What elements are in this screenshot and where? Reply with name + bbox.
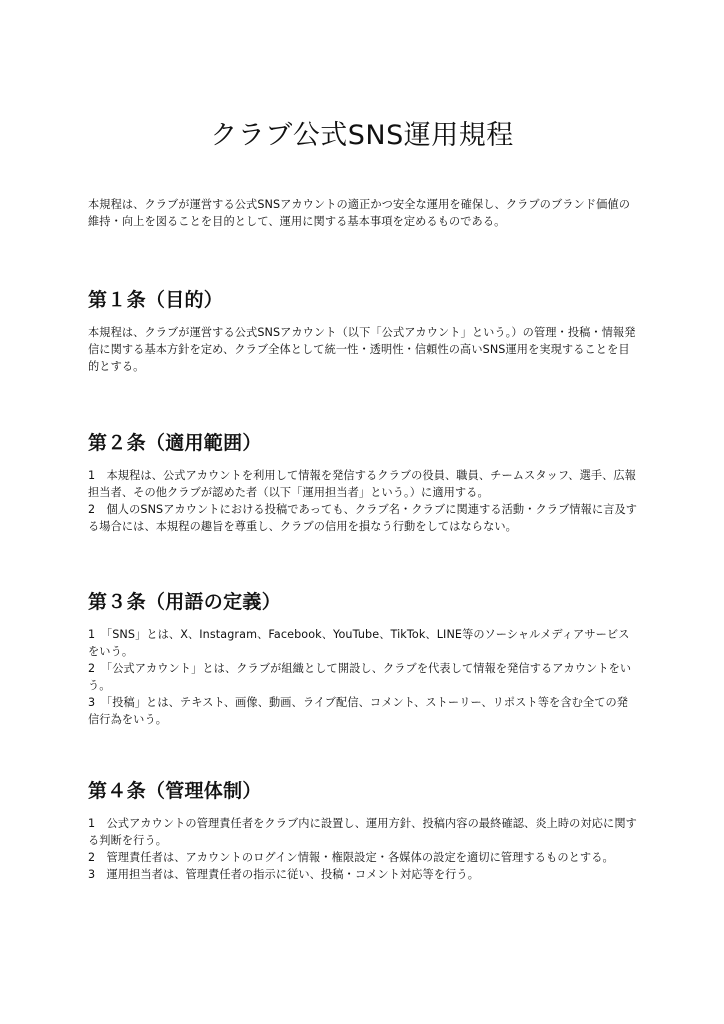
article-paragraph: 1 「SNS」とは、X、Instagram、Facebook、YouTube、TikTok、LINE等のソーシャルメディアサービスをいう。 [88, 628, 630, 658]
article-paragraph: 2 「公式アカウント」とは、クラブが組織として開設し、クラブを代表して情報を発信するアカウントをいう。 [88, 662, 632, 692]
article-body [88, 324, 638, 375]
article-4 [88, 777, 638, 883]
article-paragraph: 2 個人のSNSアカウントにおける投稿であっても、クラブ名・クラブに関連する活動・クラブ情報に言及する場合には、本規程の趣旨を尊重し、クラブの信用を損なう行動をしてはならない。 [88, 503, 638, 533]
article-body [88, 815, 638, 883]
article-3 [88, 588, 638, 728]
article-paragraph: 本規程は、クラブが運営する公式SNSアカウント（以下「公式アカウント」という。）の管理・投稿・情報発信に関する基本方針を定め、クラブ全体として統一性・透明性・信頼性の高いSNS運用を実現することを目的とする。 [88, 326, 636, 373]
article-1 [88, 286, 638, 375]
article-2 [88, 429, 638, 535]
article-paragraph: 1 本規程は、公式アカウントを利用して情報を発信するクラブの役員、職員、チームスタッフ、選手、広報担当者、その他クラブが認めた者（以下「運用担当者」という。）に適用する。 [88, 469, 637, 499]
article-paragraph: 2 管理責任者は、アカウントのログイン情報・権限設定・各媒体の設定を適切に管理するものとする。 [88, 851, 614, 864]
article-paragraph: 1 公式アカウントの管理責任者をクラブ内に設置し、運用方針、投稿内容の最終確認、炎上時の対応に関する判断を行う。 [88, 817, 637, 847]
article-body [88, 626, 638, 728]
article-heading: 第１条（目的） [88, 289, 224, 311]
article-body [88, 467, 638, 535]
article-heading: 第３条（用語の定義） [88, 591, 282, 613]
article-paragraph: 3 運用担当者は、管理責任者の指示に従い、投稿・コメント対応等を行う。 [88, 868, 479, 881]
article-paragraph: 3 「投稿」とは、テキスト、画像、動画、ライブ配信、コメント、ストーリー、リポスト等を含む全ての発信行為をいう。 [88, 696, 629, 726]
document-title: クラブ公式SNS運用規程 [210, 120, 514, 151]
article-heading: 第２条（適用範囲） [88, 432, 262, 454]
article-heading: 第４条（管理体制） [88, 780, 262, 802]
intro-paragraph: 本規程は、クラブが運営する公式SNSアカウントの適正かつ安全な運用を確保し、クラブのブランド価値の維持・向上を図ることを目的として、運用に関する基本事項を定めるものである。 [88, 198, 630, 228]
